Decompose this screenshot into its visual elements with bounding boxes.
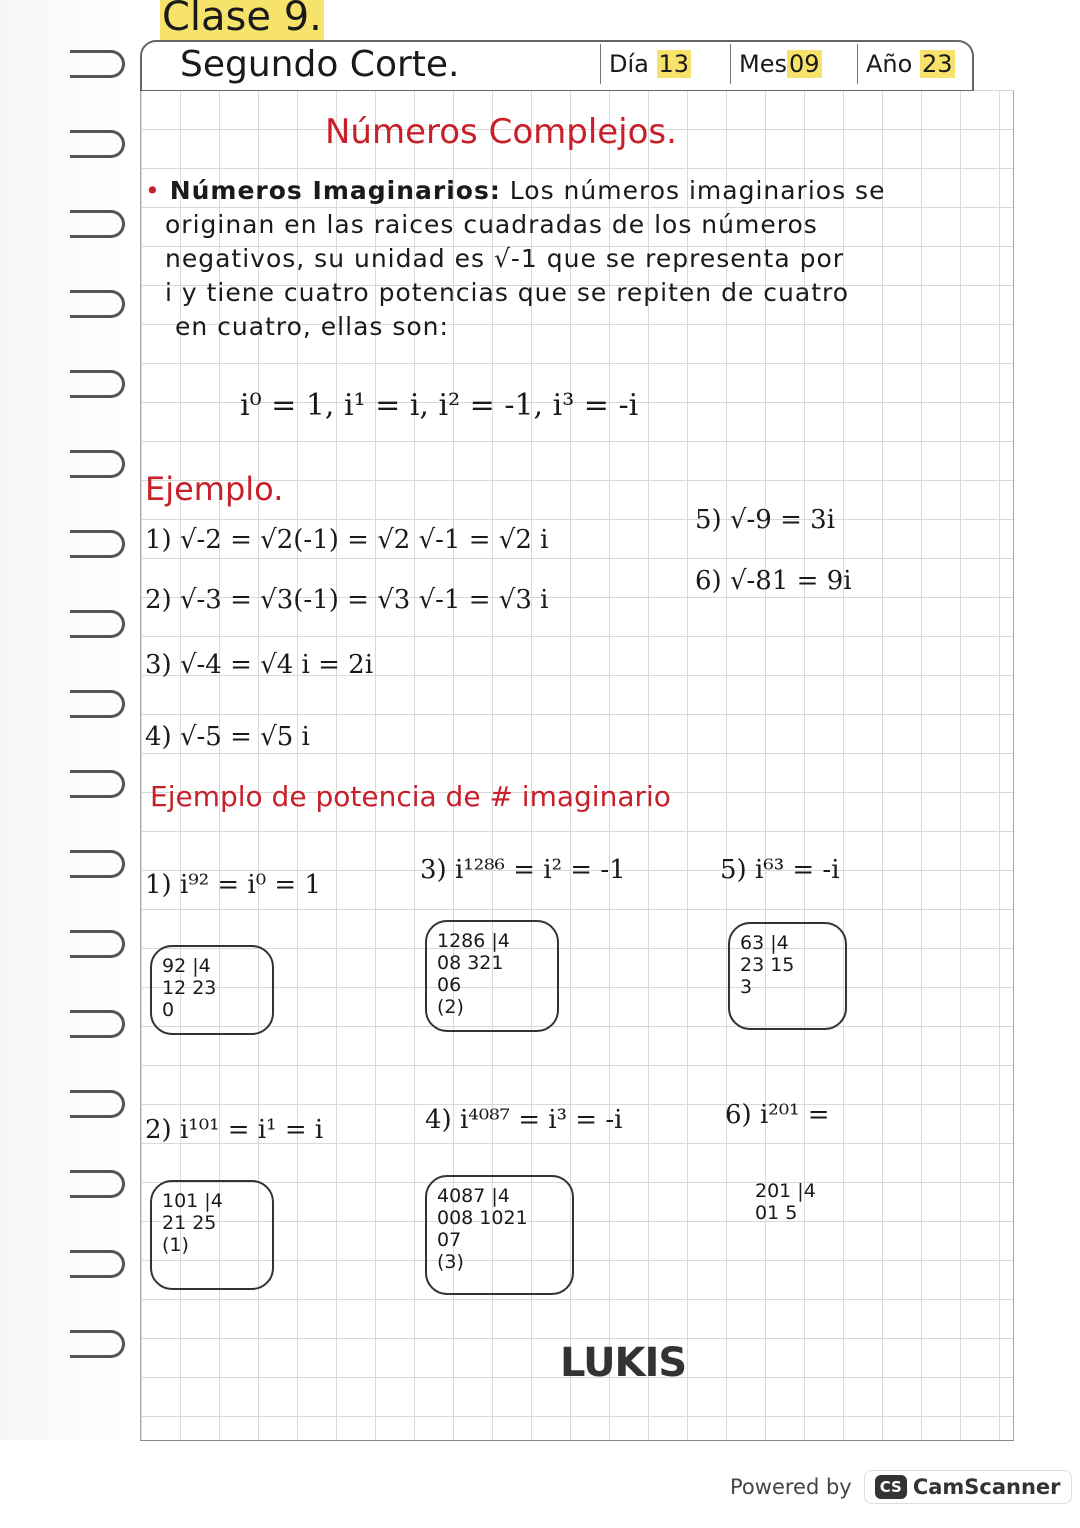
definition-line: • Números Imaginarios: Los números imaginarios se bbox=[145, 176, 886, 205]
ring bbox=[70, 770, 125, 798]
example-item: 2) √-3 = √3(-1) = √3 √-1 = √3 i bbox=[145, 585, 549, 615]
example-item: 5) √-9 = 3i bbox=[695, 505, 836, 535]
ring bbox=[70, 530, 125, 558]
ring bbox=[70, 50, 125, 78]
ring bbox=[70, 930, 125, 958]
camscanner-footer bbox=[730, 1470, 1072, 1504]
division-box: 101 |4 21 25 (1) bbox=[150, 1180, 274, 1290]
date-month: Mes09 bbox=[730, 44, 857, 84]
ring bbox=[70, 450, 125, 478]
power-examples-heading: Ejemplo de potencia de # imaginario bbox=[150, 780, 671, 813]
division-box: 1286 |4 08 321 06 (2) bbox=[425, 920, 559, 1032]
ring bbox=[70, 1250, 125, 1278]
division-box: 92 |4 12 23 0 bbox=[150, 945, 274, 1035]
definition-line: originan en las raices cuadradas de los números bbox=[165, 210, 818, 239]
power-example: 6) i²⁰¹ = bbox=[725, 1100, 830, 1130]
power-example: 4) i⁴⁰⁸⁷ = i³ = -i bbox=[425, 1105, 623, 1135]
ring bbox=[70, 850, 125, 878]
example-item: 4) √-5 = √5 i bbox=[145, 722, 310, 752]
power-example: 3) i¹²⁸⁶ = i² = -1 bbox=[420, 855, 626, 885]
ring bbox=[70, 1170, 125, 1198]
camscanner-logo-icon: CS bbox=[875, 1475, 907, 1499]
ring bbox=[70, 1090, 125, 1118]
ring bbox=[70, 130, 125, 158]
definition-line: i y tiene cuatro potencias que se repiten de cuatro bbox=[165, 278, 850, 307]
spiral-binding bbox=[0, 0, 130, 1440]
power-example: 5) i⁶³ = -i bbox=[720, 855, 840, 885]
example-item: 6) √-81 = 9i bbox=[695, 566, 852, 596]
definition-line: negativos, su unidad es √-1 que se representa por bbox=[165, 244, 845, 273]
ring bbox=[70, 1010, 125, 1038]
ring bbox=[70, 690, 125, 718]
ring bbox=[70, 210, 125, 238]
powers-of-i: i⁰ = 1, i¹ = i, i² = -1, i³ = -i bbox=[240, 388, 639, 423]
division-work: 201 |4 01 5 bbox=[755, 1180, 816, 1224]
example-item: 3) √-4 = √4 i = 2i bbox=[145, 650, 374, 680]
subtitle: Segundo Corte. bbox=[180, 44, 460, 85]
lukis-logo: LUKIS bbox=[560, 1340, 687, 1386]
date-year: Año 23 bbox=[857, 44, 971, 84]
division-box: 4087 |4 008 1021 07 (3) bbox=[425, 1175, 574, 1295]
class-title: Clase 9. bbox=[160, 0, 324, 40]
camscanner-name: CamScanner bbox=[912, 1475, 1061, 1499]
ring bbox=[70, 1330, 125, 1358]
powered-by-text: Powered by bbox=[730, 1475, 852, 1499]
page-title: Números Complejos. bbox=[325, 112, 677, 152]
definition-line: en cuatro, ellas son: bbox=[175, 312, 449, 341]
power-example: 2) i¹⁰¹ = i¹ = i bbox=[145, 1115, 324, 1145]
ring bbox=[70, 370, 125, 398]
date-day: Día 13 bbox=[600, 44, 729, 84]
example-item: 1) √-2 = √2(-1) = √2 √-1 = √2 i bbox=[145, 525, 549, 555]
ring bbox=[70, 610, 125, 638]
examples-heading: Ejemplo. bbox=[145, 470, 284, 508]
division-box: 63 |4 23 15 3 bbox=[728, 922, 847, 1030]
ring bbox=[70, 290, 125, 318]
power-example: 1) i⁹² = i⁰ = 1 bbox=[145, 870, 322, 900]
